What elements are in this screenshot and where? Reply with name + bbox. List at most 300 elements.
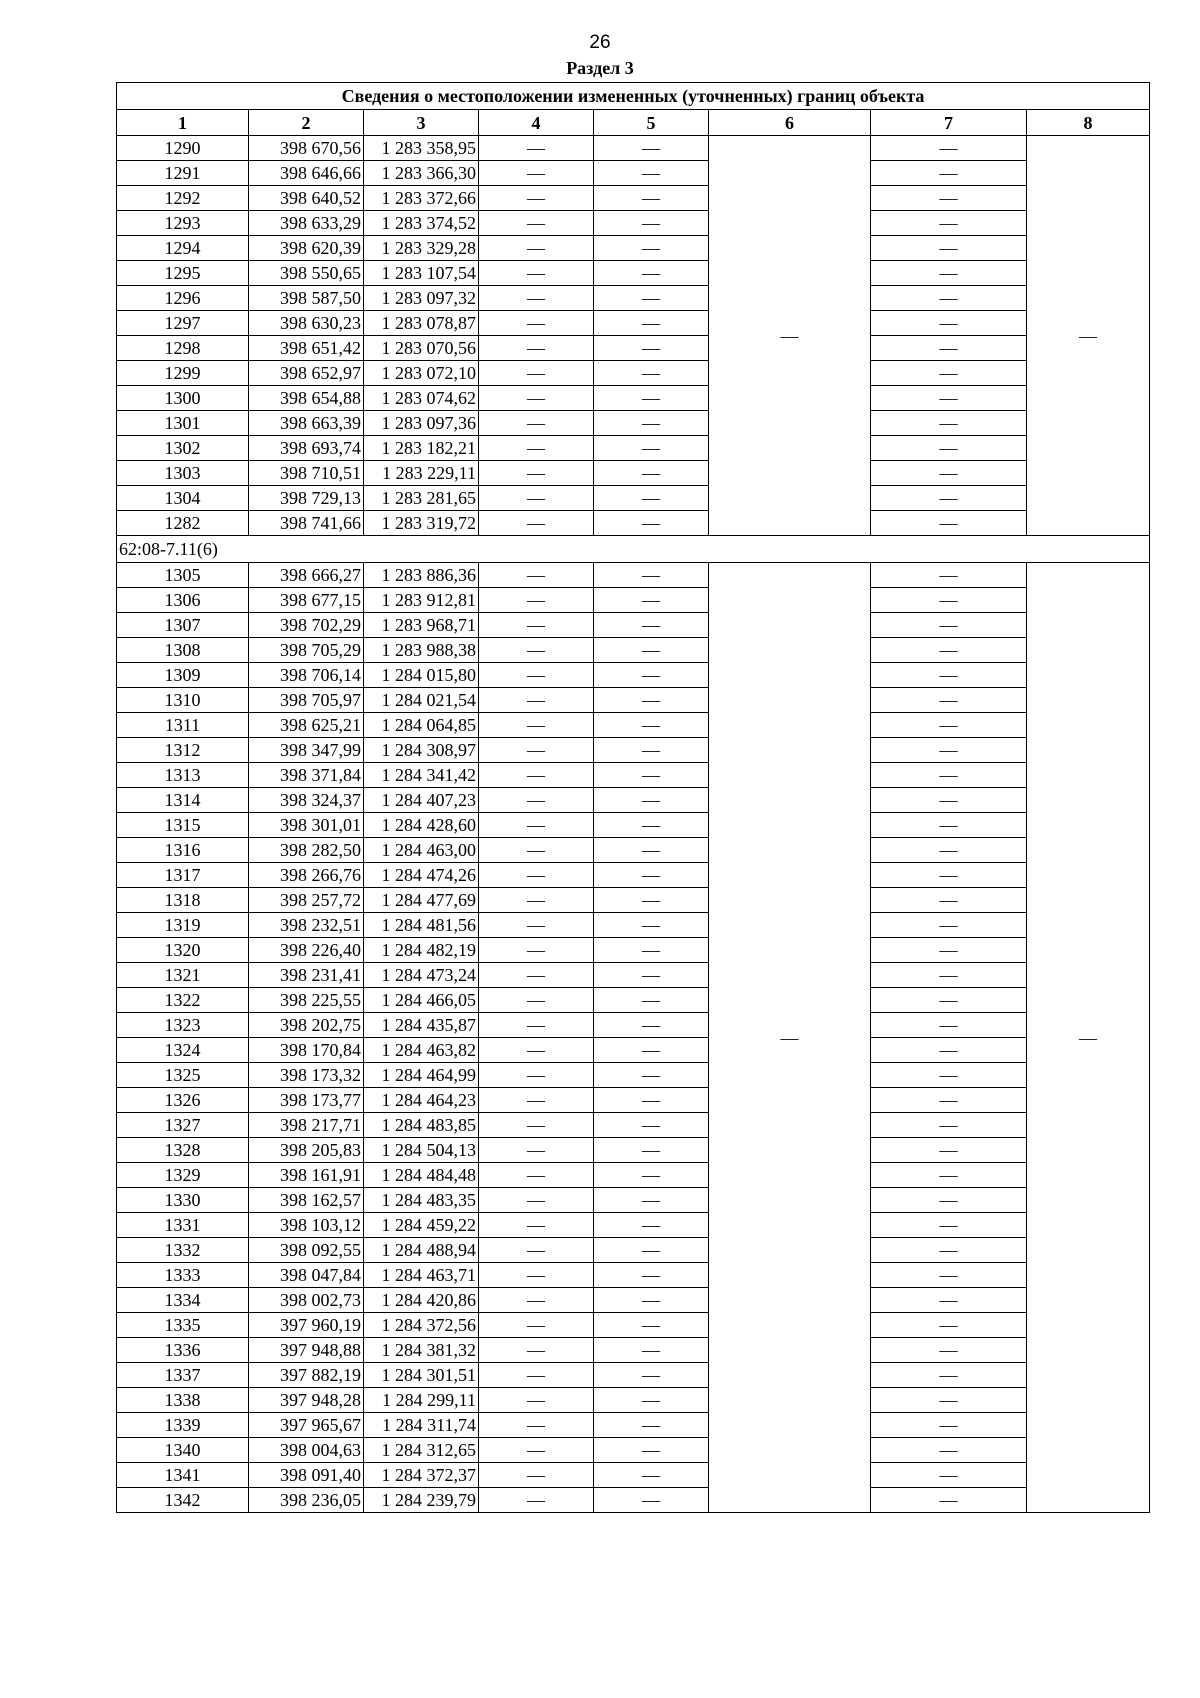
- col7-cell: —: [871, 486, 1027, 511]
- col4-cell: —: [479, 1238, 594, 1263]
- point-number-cell: 1303: [117, 461, 249, 486]
- point-number-cell: 1310: [117, 688, 249, 713]
- point-number-cell: 1290: [117, 136, 249, 161]
- x-coordinate-cell: 398 226,40: [249, 938, 364, 963]
- col5-cell: —: [594, 813, 709, 838]
- table-row: [117, 913, 1150, 938]
- y-coordinate-cell: 1 284 459,22: [364, 1213, 479, 1238]
- y-coordinate-cell: 1 284 299,11: [364, 1388, 479, 1413]
- col5-cell: —: [594, 963, 709, 988]
- col7-cell: —: [871, 638, 1027, 663]
- table-row: [117, 286, 1150, 311]
- x-coordinate-cell: 398 231,41: [249, 963, 364, 988]
- y-coordinate-cell: 1 283 097,36: [364, 411, 479, 436]
- table-row: [117, 563, 1150, 588]
- x-coordinate-cell: 398 173,77: [249, 1088, 364, 1113]
- col4-cell: —: [479, 336, 594, 361]
- col5-cell: —: [594, 336, 709, 361]
- point-number-cell: 1292: [117, 186, 249, 211]
- col7-cell: —: [871, 386, 1027, 411]
- point-number-cell: 1296: [117, 286, 249, 311]
- col7-cell: —: [871, 588, 1027, 613]
- table-row: [117, 863, 1150, 888]
- col4-cell: —: [479, 838, 594, 863]
- table-row: [117, 713, 1150, 738]
- y-coordinate-cell: 1 283 107,54: [364, 261, 479, 286]
- x-coordinate-cell: 397 948,88: [249, 1338, 364, 1363]
- y-coordinate-cell: 1 284 372,56: [364, 1313, 479, 1338]
- y-coordinate-cell: 1 284 435,87: [364, 1013, 479, 1038]
- col5-cell: —: [594, 838, 709, 863]
- col7-cell: —: [871, 1388, 1027, 1413]
- point-number-cell: 1332: [117, 1238, 249, 1263]
- col5-cell: —: [594, 1313, 709, 1338]
- col7-cell: —: [871, 461, 1027, 486]
- x-coordinate-cell: 398 217,71: [249, 1113, 364, 1138]
- col4-cell: —: [479, 161, 594, 186]
- x-coordinate-cell: 398 161,91: [249, 1163, 364, 1188]
- y-coordinate-cell: 1 284 483,85: [364, 1113, 479, 1138]
- col4-cell: —: [479, 1338, 594, 1363]
- col7-cell: —: [871, 888, 1027, 913]
- point-number-cell: 1338: [117, 1388, 249, 1413]
- x-coordinate-cell: 398 347,99: [249, 738, 364, 763]
- x-coordinate-cell: 398 324,37: [249, 788, 364, 813]
- col7-cell: —: [871, 136, 1027, 161]
- col5-cell: —: [594, 1038, 709, 1063]
- table-row: [117, 738, 1150, 763]
- point-number-cell: 1309: [117, 663, 249, 688]
- col4-cell: —: [479, 1213, 594, 1238]
- col7-cell: —: [871, 1413, 1027, 1438]
- col7-cell: —: [871, 436, 1027, 461]
- y-coordinate-cell: 1 284 466,05: [364, 988, 479, 1013]
- point-number-cell: 1314: [117, 788, 249, 813]
- table-row: [117, 1188, 1150, 1213]
- table-row: [117, 386, 1150, 411]
- table-row: [117, 511, 1150, 536]
- y-coordinate-cell: 1 283 968,71: [364, 613, 479, 638]
- y-coordinate-cell: 1 284 473,24: [364, 963, 479, 988]
- col5-cell: —: [594, 613, 709, 638]
- col7-cell: —: [871, 813, 1027, 838]
- point-number-cell: 1297: [117, 311, 249, 336]
- col5-cell: —: [594, 1163, 709, 1188]
- col5-cell: —: [594, 1138, 709, 1163]
- col4-cell: —: [479, 788, 594, 813]
- col7-cell: —: [871, 1338, 1027, 1363]
- col7-cell: —: [871, 1438, 1027, 1463]
- col7-cell: —: [871, 1363, 1027, 1388]
- col4-cell: —: [479, 988, 594, 1013]
- table-row: [117, 261, 1150, 286]
- x-coordinate-cell: 398 654,88: [249, 386, 364, 411]
- x-coordinate-cell: 398 666,27: [249, 563, 364, 588]
- col7-cell: —: [871, 1038, 1027, 1063]
- point-number-cell: 1339: [117, 1413, 249, 1438]
- table-row: [117, 1013, 1150, 1038]
- table-row: [117, 186, 1150, 211]
- y-coordinate-cell: 1 283 372,66: [364, 186, 479, 211]
- point-number-cell: 1327: [117, 1113, 249, 1138]
- point-number-cell: 1325: [117, 1063, 249, 1088]
- col4-cell: —: [479, 486, 594, 511]
- y-coordinate-cell: 1 284 381,32: [364, 1338, 479, 1363]
- col5-cell: —: [594, 236, 709, 261]
- col4-cell: —: [479, 738, 594, 763]
- col4-cell: —: [479, 1288, 594, 1313]
- point-number-cell: 1294: [117, 236, 249, 261]
- table-row: [117, 1138, 1150, 1163]
- x-coordinate-cell: 398 236,05: [249, 1488, 364, 1513]
- col4-cell: —: [479, 913, 594, 938]
- col5-cell: —: [594, 1363, 709, 1388]
- column-header: 4: [479, 110, 594, 136]
- y-coordinate-cell: 1 284 301,51: [364, 1363, 479, 1388]
- col7-cell: —: [871, 838, 1027, 863]
- col7-cell: —: [871, 1063, 1027, 1088]
- y-coordinate-cell: 1 284 308,97: [364, 738, 479, 763]
- col5-cell: —: [594, 461, 709, 486]
- column-header: 5: [594, 110, 709, 136]
- table-row: [117, 663, 1150, 688]
- column-header: 6: [709, 110, 871, 136]
- table-caption: Сведения о местоположении измененных (уточненных) границ объекта: [117, 83, 1150, 110]
- table-row: [117, 1363, 1150, 1388]
- y-coordinate-cell: 1 283 074,62: [364, 386, 479, 411]
- point-number-cell: 1291: [117, 161, 249, 186]
- col5-cell: —: [594, 1488, 709, 1513]
- x-coordinate-cell: 398 550,65: [249, 261, 364, 286]
- col7-cell: —: [871, 1263, 1027, 1288]
- x-coordinate-cell: 398 301,01: [249, 813, 364, 838]
- col5-cell: —: [594, 136, 709, 161]
- y-coordinate-cell: 1 284 021,54: [364, 688, 479, 713]
- col7-cell: —: [871, 688, 1027, 713]
- point-number-cell: 1329: [117, 1163, 249, 1188]
- table-row: [117, 1063, 1150, 1088]
- point-number-cell: 1334: [117, 1288, 249, 1313]
- table-row: [117, 336, 1150, 361]
- point-number-cell: 1320: [117, 938, 249, 963]
- x-coordinate-cell: 398 266,76: [249, 863, 364, 888]
- col5-cell: —: [594, 1063, 709, 1088]
- table-row: [117, 888, 1150, 913]
- col4-cell: —: [479, 1363, 594, 1388]
- x-coordinate-cell: 398 232,51: [249, 913, 364, 938]
- table-row: [117, 1338, 1150, 1363]
- x-coordinate-cell: 398 646,66: [249, 161, 364, 186]
- table-row: [117, 1263, 1150, 1288]
- x-coordinate-cell: 398 710,51: [249, 461, 364, 486]
- col5-cell: —: [594, 788, 709, 813]
- x-coordinate-cell: 398 677,15: [249, 588, 364, 613]
- point-number-cell: 1315: [117, 813, 249, 838]
- point-number-cell: 1319: [117, 913, 249, 938]
- col4-cell: —: [479, 1313, 594, 1338]
- col4-cell: —: [479, 236, 594, 261]
- col7-cell: —: [871, 963, 1027, 988]
- col5-cell: —: [594, 1338, 709, 1363]
- col4-cell: —: [479, 361, 594, 386]
- y-coordinate-cell: 1 283 078,87: [364, 311, 479, 336]
- table-row: [117, 688, 1150, 713]
- point-number-cell: 1316: [117, 838, 249, 863]
- point-number-cell: 1337: [117, 1363, 249, 1388]
- y-coordinate-cell: 1 284 407,23: [364, 788, 479, 813]
- x-coordinate-cell: 398 587,50: [249, 286, 364, 311]
- x-coordinate-cell: 398 170,84: [249, 1038, 364, 1063]
- point-number-cell: 1311: [117, 713, 249, 738]
- x-coordinate-cell: 398 173,32: [249, 1063, 364, 1088]
- col7-cell: —: [871, 1213, 1027, 1238]
- x-coordinate-cell: 398 663,39: [249, 411, 364, 436]
- x-coordinate-cell: 398 693,74: [249, 436, 364, 461]
- col7-cell: —: [871, 1188, 1027, 1213]
- group-label: 62:08-7.11(6): [117, 536, 1150, 563]
- table-row: [117, 436, 1150, 461]
- col5-cell: —: [594, 913, 709, 938]
- x-coordinate-cell: 398 205,83: [249, 1138, 364, 1163]
- col7-cell: —: [871, 663, 1027, 688]
- point-number-cell: 1330: [117, 1188, 249, 1213]
- x-coordinate-cell: 398 652,97: [249, 361, 364, 386]
- col5-cell: —: [594, 286, 709, 311]
- col7-cell: —: [871, 913, 1027, 938]
- y-coordinate-cell: 1 284 488,94: [364, 1238, 479, 1263]
- table-row: [117, 963, 1150, 988]
- col6-merged-cell: —: [709, 136, 871, 536]
- col4-cell: —: [479, 286, 594, 311]
- table-row: [117, 136, 1150, 161]
- col7-cell: —: [871, 1163, 1027, 1188]
- col7-cell: —: [871, 411, 1027, 436]
- col5-cell: —: [594, 486, 709, 511]
- y-coordinate-cell: 1 283 329,28: [364, 236, 479, 261]
- col7-cell: —: [871, 336, 1027, 361]
- col4-cell: —: [479, 386, 594, 411]
- x-coordinate-cell: 398 706,14: [249, 663, 364, 688]
- col4-cell: —: [479, 136, 594, 161]
- point-number-cell: 1333: [117, 1263, 249, 1288]
- col4-cell: —: [479, 938, 594, 963]
- col4-cell: —: [479, 688, 594, 713]
- x-coordinate-cell: 398 702,29: [249, 613, 364, 638]
- table-row: [117, 1163, 1150, 1188]
- y-coordinate-cell: 1 283 097,32: [364, 286, 479, 311]
- col4-cell: —: [479, 713, 594, 738]
- col6-merged-cell: —: [709, 563, 871, 1513]
- y-coordinate-cell: 1 284 420,86: [364, 1288, 479, 1313]
- y-coordinate-cell: 1 284 504,13: [364, 1138, 479, 1163]
- table-row: [117, 1113, 1150, 1138]
- x-coordinate-cell: 398 625,21: [249, 713, 364, 738]
- y-coordinate-cell: 1 284 372,37: [364, 1463, 479, 1488]
- col4-cell: —: [479, 813, 594, 838]
- table-row: [117, 1438, 1150, 1463]
- col7-cell: —: [871, 1463, 1027, 1488]
- col5-cell: —: [594, 436, 709, 461]
- point-number-cell: 1317: [117, 863, 249, 888]
- col4-cell: —: [479, 1138, 594, 1163]
- y-coordinate-cell: 1 284 064,85: [364, 713, 479, 738]
- col7-cell: —: [871, 613, 1027, 638]
- col8-merged-cell: —: [1027, 563, 1150, 1513]
- col4-cell: —: [479, 1013, 594, 1038]
- x-coordinate-cell: 398 004,63: [249, 1438, 364, 1463]
- table-header-row: [117, 110, 1150, 136]
- x-coordinate-cell: 398 630,23: [249, 311, 364, 336]
- col4-cell: —: [479, 1488, 594, 1513]
- point-number-cell: 1322: [117, 988, 249, 1013]
- point-number-cell: 1321: [117, 963, 249, 988]
- x-coordinate-cell: 397 965,67: [249, 1413, 364, 1438]
- col5-cell: —: [594, 988, 709, 1013]
- col7-cell: —: [871, 788, 1027, 813]
- col4-cell: —: [479, 1163, 594, 1188]
- col5-cell: —: [594, 588, 709, 613]
- table-row: [117, 838, 1150, 863]
- y-coordinate-cell: 1 284 481,56: [364, 913, 479, 938]
- table-row: [117, 1388, 1150, 1413]
- col5-cell: —: [594, 1213, 709, 1238]
- point-number-cell: 1323: [117, 1013, 249, 1038]
- table-row: [117, 311, 1150, 336]
- col4-cell: —: [479, 1463, 594, 1488]
- col7-cell: —: [871, 1238, 1027, 1263]
- col5-cell: —: [594, 386, 709, 411]
- table-row: [117, 1463, 1150, 1488]
- col7-cell: —: [871, 236, 1027, 261]
- col5-cell: —: [594, 311, 709, 336]
- y-coordinate-cell: 1 283 358,95: [364, 136, 479, 161]
- y-coordinate-cell: 1 283 072,10: [364, 361, 479, 386]
- col7-cell: —: [871, 763, 1027, 788]
- col5-cell: —: [594, 511, 709, 536]
- x-coordinate-cell: 398 257,72: [249, 888, 364, 913]
- point-number-cell: 1340: [117, 1438, 249, 1463]
- y-coordinate-cell: 1 284 463,00: [364, 838, 479, 863]
- y-coordinate-cell: 1 283 281,65: [364, 486, 479, 511]
- x-coordinate-cell: 398 620,39: [249, 236, 364, 261]
- y-coordinate-cell: 1 284 483,35: [364, 1188, 479, 1213]
- col4-cell: —: [479, 261, 594, 286]
- table-row: [117, 1238, 1150, 1263]
- table-row: [117, 1313, 1150, 1338]
- y-coordinate-cell: 1 283 182,21: [364, 436, 479, 461]
- col7-cell: —: [871, 988, 1027, 1013]
- col4-cell: —: [479, 311, 594, 336]
- y-coordinate-cell: 1 284 482,19: [364, 938, 479, 963]
- y-coordinate-cell: 1 283 229,11: [364, 461, 479, 486]
- table-row: [117, 1488, 1150, 1513]
- point-number-cell: 1302: [117, 436, 249, 461]
- col5-cell: —: [594, 713, 709, 738]
- col4-cell: —: [479, 888, 594, 913]
- table-row: [117, 938, 1150, 963]
- col5-cell: —: [594, 1413, 709, 1438]
- col5-cell: —: [594, 186, 709, 211]
- col5-cell: —: [594, 1238, 709, 1263]
- col4-cell: —: [479, 436, 594, 461]
- table-row: [117, 763, 1150, 788]
- point-number-cell: 1306: [117, 588, 249, 613]
- y-coordinate-cell: 1 284 312,65: [364, 1438, 479, 1463]
- col5-cell: —: [594, 211, 709, 236]
- x-coordinate-cell: 397 960,19: [249, 1313, 364, 1338]
- col7-cell: —: [871, 738, 1027, 763]
- col4-cell: —: [479, 588, 594, 613]
- x-coordinate-cell: 398 225,55: [249, 988, 364, 1013]
- col5-cell: —: [594, 1188, 709, 1213]
- table-row: [117, 1038, 1150, 1063]
- x-coordinate-cell: 398 047,84: [249, 1263, 364, 1288]
- point-number-cell: 1295: [117, 261, 249, 286]
- x-coordinate-cell: 398 640,52: [249, 186, 364, 211]
- col4-cell: —: [479, 186, 594, 211]
- x-coordinate-cell: 398 741,66: [249, 511, 364, 536]
- y-coordinate-cell: 1 284 464,23: [364, 1088, 479, 1113]
- x-coordinate-cell: 398 633,29: [249, 211, 364, 236]
- col4-cell: —: [479, 1438, 594, 1463]
- col5-cell: —: [594, 1263, 709, 1288]
- column-header: 2: [249, 110, 364, 136]
- table-row: [117, 1413, 1150, 1438]
- y-coordinate-cell: 1 284 463,71: [364, 1263, 479, 1288]
- col5-cell: —: [594, 938, 709, 963]
- col7-cell: —: [871, 563, 1027, 588]
- col7-cell: —: [871, 713, 1027, 738]
- point-number-cell: 1331: [117, 1213, 249, 1238]
- col5-cell: —: [594, 763, 709, 788]
- col5-cell: —: [594, 663, 709, 688]
- col5-cell: —: [594, 1013, 709, 1038]
- col7-cell: —: [871, 211, 1027, 236]
- section-title: Раздел 3: [566, 58, 634, 78]
- y-coordinate-cell: 1 284 464,99: [364, 1063, 479, 1088]
- col4-cell: —: [479, 1038, 594, 1063]
- table-row: [117, 788, 1150, 813]
- col7-cell: —: [871, 863, 1027, 888]
- x-coordinate-cell: 398 670,56: [249, 136, 364, 161]
- y-coordinate-cell: 1 284 239,79: [364, 1488, 479, 1513]
- table-row: [117, 1288, 1150, 1313]
- col4-cell: —: [479, 1263, 594, 1288]
- x-coordinate-cell: 397 882,19: [249, 1363, 364, 1388]
- point-number-cell: 1328: [117, 1138, 249, 1163]
- x-coordinate-cell: 398 282,50: [249, 838, 364, 863]
- point-number-cell: 1298: [117, 336, 249, 361]
- col5-cell: —: [594, 638, 709, 663]
- x-coordinate-cell: 398 651,42: [249, 336, 364, 361]
- x-coordinate-cell: 398 202,75: [249, 1013, 364, 1038]
- col4-cell: —: [479, 1188, 594, 1213]
- col7-cell: —: [871, 286, 1027, 311]
- y-coordinate-cell: 1 284 463,82: [364, 1038, 479, 1063]
- column-header: 8: [1027, 110, 1150, 136]
- group-label-row: [117, 536, 1150, 563]
- y-coordinate-cell: 1 283 366,30: [364, 161, 479, 186]
- point-number-cell: 1318: [117, 888, 249, 913]
- table-row: [117, 411, 1150, 436]
- column-header: 1: [117, 110, 249, 136]
- table-row: [117, 638, 1150, 663]
- col7-cell: —: [871, 1288, 1027, 1313]
- column-header: 3: [364, 110, 479, 136]
- x-coordinate-cell: 398 092,55: [249, 1238, 364, 1263]
- col5-cell: —: [594, 1113, 709, 1138]
- x-coordinate-cell: 397 948,28: [249, 1388, 364, 1413]
